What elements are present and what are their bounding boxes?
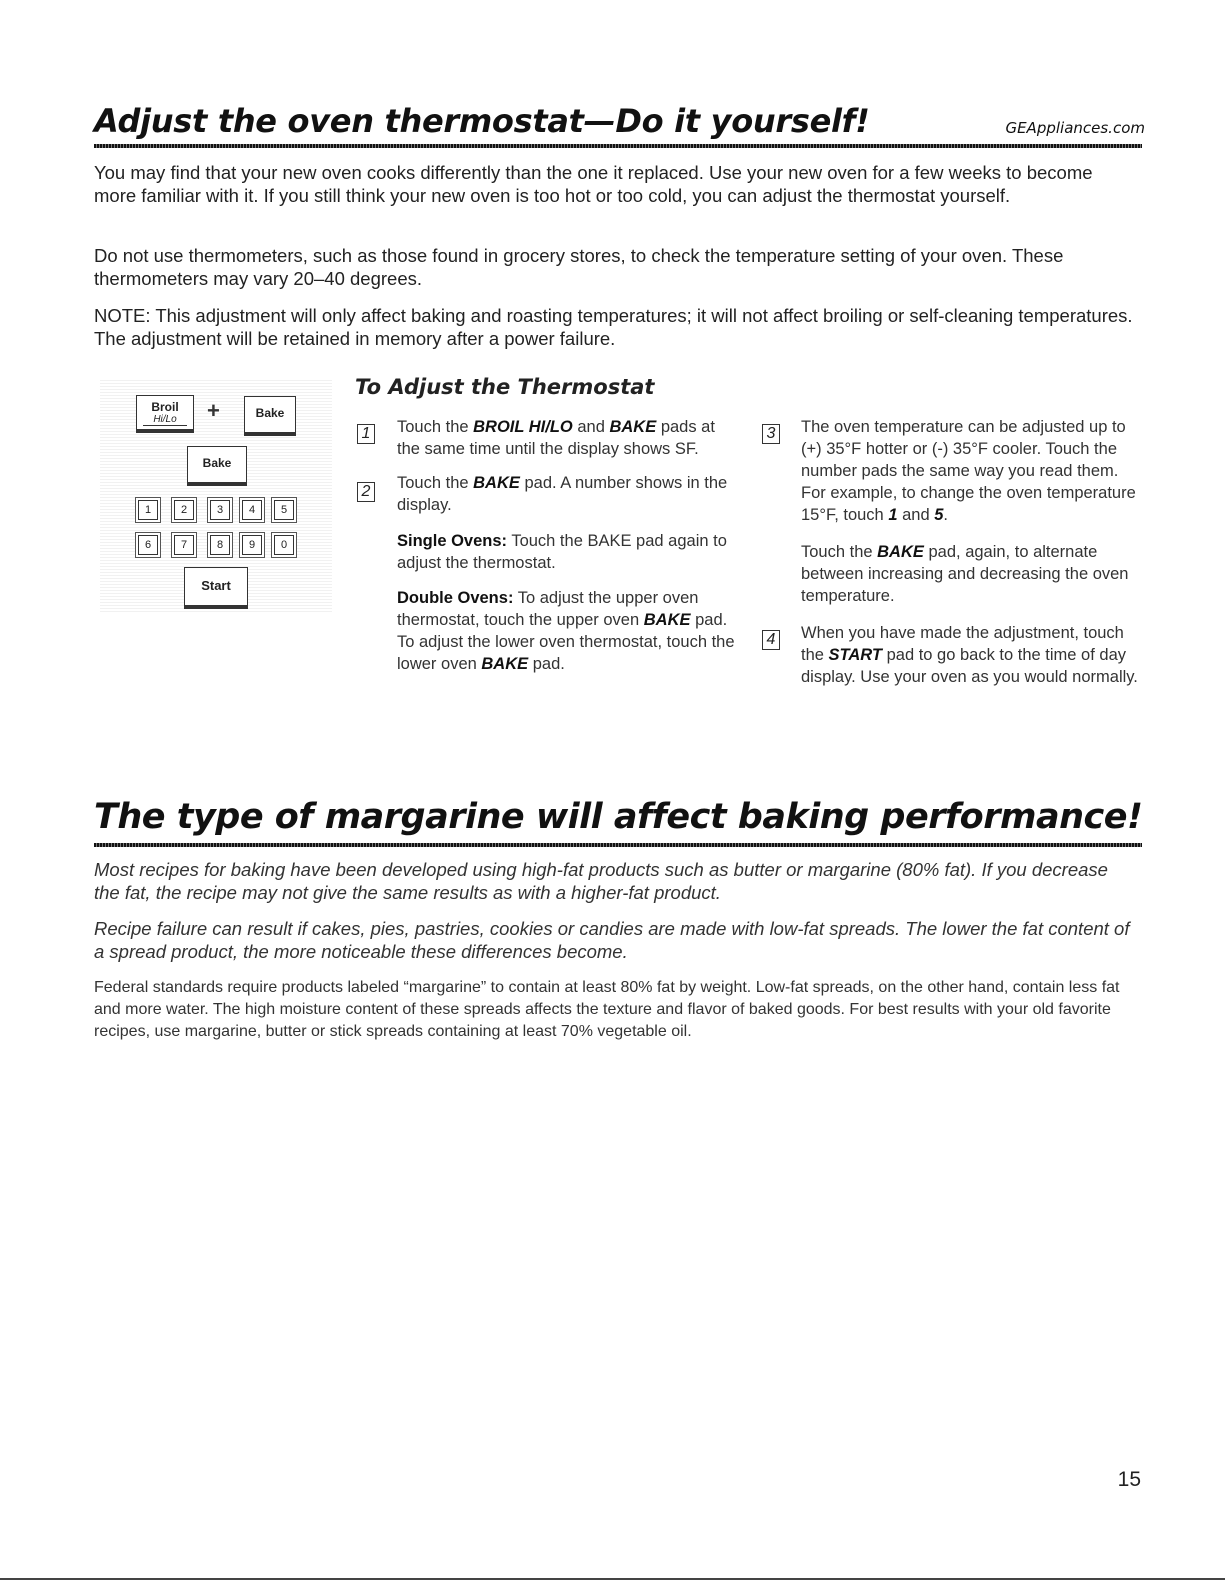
number-key-8: 8 — [210, 535, 230, 555]
control-panel-illustration — [100, 380, 332, 612]
step-number-1: 1 — [357, 424, 375, 444]
step-3-continued-text: Touch the BAKE pad, again, to alternate between increasing and decreasing the oven temperature. — [801, 543, 1129, 605]
step-number-3: 3 — [762, 424, 780, 444]
number-key-6: 6 — [138, 535, 158, 555]
step-1-text: Touch the BROIL HI/LO and BAKE pads at the same time until the display shows SF. — [397, 418, 715, 458]
number-key-4: 4 — [242, 500, 262, 520]
page-number: 15 — [1117, 1468, 1141, 1491]
margarine-rule — [94, 843, 1142, 847]
margarine-title: The type of margarine will affect baking performance! — [94, 797, 1143, 837]
bake-key: Bake — [187, 446, 247, 486]
step-3-text: The oven temperature can be adjusted up to (+) 35°F hotter or (-) 35°F cooler. Touch the number pads the same way you read them. For example, to change the oven temperature 15°F, touch 1 and 5. — [801, 418, 1136, 524]
number-key-7: 7 — [174, 535, 194, 555]
hilo-key-label: Hi/Lo — [143, 414, 187, 426]
step-4-text: When you have made the adjustment, touch the START pad to go back to the time of day display. Use your oven as you would normally. — [801, 624, 1138, 686]
title-rule — [94, 144, 1142, 148]
single-ovens-text: Single Ovens: Touch the BAKE pad again to adjust the thermostat. — [397, 532, 727, 572]
margarine-italic-paragraph-1: Most recipes for baking have been developed using high-fat products such as butter or margarine (80% fat). If you decrease the fat, the recipe may not give the same results as with a higher-fat product. — [94, 859, 1108, 903]
number-key-0: 0 — [274, 535, 294, 555]
margarine-italic-paragraph-2: Recipe failure can result if cakes, pies, pastries, cookies or candies are made with low-fat spreads. The lower the fat content of a spread product, the more noticeable these differences become. — [94, 918, 1130, 962]
number-key-3: 3 — [210, 500, 230, 520]
broil-hilo-key — [136, 395, 194, 433]
intro-note: NOTE: This adjustment will only affect baking and roasting temperatures; it will not affect broiling or self-cleaning temperatures. The adjustment will be retained in memory after a power failure. — [94, 305, 1133, 349]
bake-key: Bake — [244, 396, 296, 436]
number-key-9: 9 — [242, 535, 262, 555]
broil-key-label: Broil — [151, 400, 179, 414]
page-bottom-edge — [0, 1578, 1225, 1580]
number-key-5: 5 — [274, 500, 294, 520]
website-label: GEAppliances.com — [1005, 119, 1145, 137]
start-key: Start — [184, 567, 248, 609]
step-number-2: 2 — [357, 482, 375, 502]
number-key-2: 2 — [174, 500, 194, 520]
plus-sign: + — [207, 398, 220, 423]
page-title: Adjust the oven thermostat—Do it yourself! — [94, 102, 870, 140]
intro-paragraph-2: Do not use thermometers, such as those found in grocery stores, to check the temperature setting of your oven. These thermometers may vary 20–40 degrees. — [94, 245, 1064, 289]
federal-standards-paragraph: Federal standards require products labeled “margarine” to contain at least 80% fat by weight. Low-fat spreads, on the other hand, contain less fat and more water. The high moisture content of these spreads affects the texture and flavor of baked goods. For best results with your old favorite recipes, use margarine, butter or stick spreads containing at least 70% vegetable oil. — [94, 979, 1120, 1040]
double-ovens-text: Double Ovens: To adjust the upper oven thermostat, touch the upper oven BAKE pad. To adjust the lower oven thermostat, touch the lower oven BAKE pad. — [397, 589, 735, 673]
steps-heading: To Adjust the Thermostat — [355, 375, 655, 399]
number-key-1: 1 — [138, 500, 158, 520]
step-2-text: Touch the BAKE pad. A number shows in the display. — [397, 474, 728, 514]
step-number-4: 4 — [762, 630, 780, 650]
intro-paragraph-1: You may find that your new oven cooks differently than the one it replaced. Use your new oven for a few weeks to become more familiar with it. If you still think your new oven is too hot or too cold, you can adjust the thermostat yourself. — [94, 162, 1093, 206]
